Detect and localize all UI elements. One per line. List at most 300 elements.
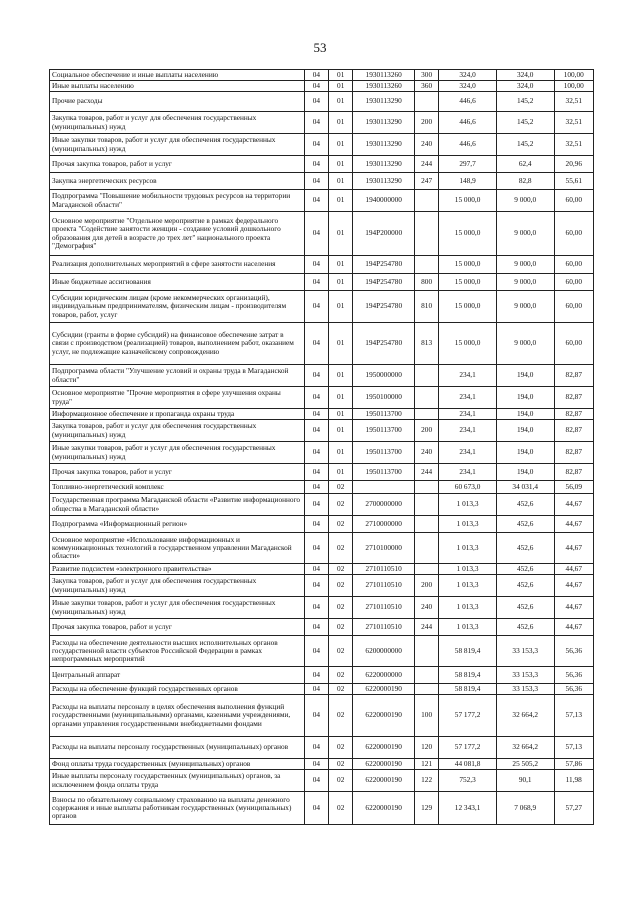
cell-vr: 240: [415, 597, 439, 619]
cell-fact: 34 031,4: [496, 481, 554, 494]
table-row: [50, 575, 594, 597]
cell-fact: 452,6: [496, 533, 554, 564]
cell-fact: 145,2: [496, 134, 554, 156]
cell-pr: 01: [329, 387, 353, 409]
cell-rz: 04: [304, 516, 328, 533]
cell-vr: 129: [415, 792, 439, 825]
cell-rz: 04: [304, 190, 328, 212]
cell-cs: 2710110510: [353, 564, 415, 575]
cell-fact: 33 153,3: [496, 667, 554, 684]
cell-pr: 02: [329, 481, 353, 494]
cell-rz: 04: [304, 81, 328, 92]
cell-pct: 82,87: [554, 387, 593, 409]
cell-rz: 04: [304, 256, 328, 274]
cell-cs: 2710110510: [353, 597, 415, 619]
cell-pct: 44,67: [554, 533, 593, 564]
table-row: [50, 494, 594, 516]
cell-vr: 200: [415, 420, 439, 442]
cell-fact: 324,0: [496, 81, 554, 92]
cell-plan: 58 819,4: [439, 684, 497, 695]
cell-pct: 57,13: [554, 695, 593, 737]
cell-pr: 01: [329, 323, 353, 365]
cell-plan: 234,1: [439, 365, 497, 387]
cell-vr: [415, 494, 439, 516]
cell-cs: 1930113290: [353, 134, 415, 156]
cell-fact: 9 000,0: [496, 291, 554, 323]
cell-fact: 25 505,2: [496, 759, 554, 770]
table-row: [50, 695, 594, 737]
cell-vr: 121: [415, 759, 439, 770]
cell-plan: 57 177,2: [439, 737, 497, 759]
cell-fact: 452,6: [496, 575, 554, 597]
cell-pr: 01: [329, 190, 353, 212]
cell-plan: 1 013,3: [439, 516, 497, 533]
cell-name: Прочие расходы: [50, 92, 305, 112]
table-row: [50, 323, 594, 365]
cell-vr: 244: [415, 156, 439, 173]
cell-rz: 04: [304, 737, 328, 759]
cell-fact: 9 000,0: [496, 323, 554, 365]
cell-pr: 02: [329, 516, 353, 533]
table-row: [50, 516, 594, 533]
cell-rz: 04: [304, 533, 328, 564]
table-row: [50, 464, 594, 481]
cell-pct: 32,51: [554, 112, 593, 134]
cell-plan: 58 819,4: [439, 636, 497, 667]
cell-vr: [415, 516, 439, 533]
cell-fact: 33 153,3: [496, 636, 554, 667]
cell-plan: 234,1: [439, 442, 497, 464]
cell-name: Закупка товаров, работ и услуг для обеспечения государственных (муниципальных) нужд: [50, 112, 305, 134]
cell-name: Основное мероприятие "Отдельное мероприятие в рамках федерального проекта "Содействие занятости женщин - создание условий дошкольного образования для детей в возрасте до трех лет" национального проекта "Демография": [50, 212, 305, 256]
cell-cs: 2710110510: [353, 619, 415, 636]
cell-cs: 1930113290: [353, 112, 415, 134]
cell-plan: 15 000,0: [439, 323, 497, 365]
cell-plan: 57 177,2: [439, 695, 497, 737]
cell-cs: 1930113260: [353, 70, 415, 81]
cell-rz: 04: [304, 323, 328, 365]
cell-vr: 244: [415, 464, 439, 481]
cell-vr: 810: [415, 291, 439, 323]
cell-pr: 01: [329, 442, 353, 464]
cell-pr: 02: [329, 759, 353, 770]
cell-name: Топливно-энергетический комплекс: [50, 481, 305, 494]
cell-pr: 02: [329, 619, 353, 636]
cell-pr: 02: [329, 564, 353, 575]
table-row: [50, 792, 594, 825]
cell-vr: [415, 409, 439, 420]
cell-plan: 1 013,3: [439, 564, 497, 575]
cell-fact: 194,0: [496, 464, 554, 481]
table-row: [50, 619, 594, 636]
cell-plan: 148,9: [439, 173, 497, 190]
table-row: [50, 684, 594, 695]
cell-vr: 813: [415, 323, 439, 365]
cell-plan: 15 000,0: [439, 212, 497, 256]
cell-cs: 194P254780: [353, 274, 415, 291]
table-row: [50, 387, 594, 409]
cell-rz: 04: [304, 619, 328, 636]
cell-pct: 82,87: [554, 442, 593, 464]
cell-rz: 04: [304, 667, 328, 684]
cell-cs: 194P200000: [353, 212, 415, 256]
cell-name: Развитие подсистем «электронного правительства»: [50, 564, 305, 575]
cell-name: Расходы на обеспечение функций государственных органов: [50, 684, 305, 695]
cell-cs: 1930113260: [353, 81, 415, 92]
cell-fact: 452,6: [496, 516, 554, 533]
cell-rz: 04: [304, 792, 328, 825]
cell-pr: 01: [329, 81, 353, 92]
cell-plan: 1 013,3: [439, 533, 497, 564]
cell-fact: 90,1: [496, 770, 554, 792]
cell-pr: 01: [329, 134, 353, 156]
cell-name: Государственная программа Магаданской области «Развитие информационного общества в Магаданской области»: [50, 494, 305, 516]
table-row: [50, 134, 594, 156]
cell-rz: 04: [304, 420, 328, 442]
cell-cs: 6220000190: [353, 695, 415, 737]
cell-pct: 56,36: [554, 667, 593, 684]
cell-rz: 04: [304, 442, 328, 464]
cell-plan: 297,7: [439, 156, 497, 173]
cell-plan: 15 000,0: [439, 256, 497, 274]
cell-plan: 324,0: [439, 81, 497, 92]
cell-vr: [415, 667, 439, 684]
cell-pr: 01: [329, 112, 353, 134]
budget-table: [49, 69, 594, 825]
cell-vr: 240: [415, 442, 439, 464]
cell-plan: 234,1: [439, 464, 497, 481]
table-row: [50, 737, 594, 759]
cell-rz: 04: [304, 173, 328, 190]
table-row: [50, 759, 594, 770]
cell-vr: [415, 190, 439, 212]
cell-name: Иные закупки товаров, работ и услуг для обеспечения государственных (муниципальных) нужд: [50, 597, 305, 619]
cell-fact: 7 068,9: [496, 792, 554, 825]
cell-rz: 04: [304, 770, 328, 792]
cell-rz: 04: [304, 684, 328, 695]
cell-name: Центральный аппарат: [50, 667, 305, 684]
cell-plan: 324,0: [439, 70, 497, 81]
cell-plan: 12 343,1: [439, 792, 497, 825]
cell-vr: [415, 533, 439, 564]
cell-fact: 145,2: [496, 112, 554, 134]
cell-name: Прочая закупка товаров, работ и услуг: [50, 156, 305, 173]
cell-vr: 100: [415, 695, 439, 737]
page-number: 53: [313, 40, 327, 55]
table-row: [50, 636, 594, 667]
cell-name: Иные закупки товаров, работ и услуг для обеспечения государственных (муниципальных) нужд: [50, 134, 305, 156]
cell-fact: 9 000,0: [496, 256, 554, 274]
cell-plan: 446,6: [439, 112, 497, 134]
cell-fact: 194,0: [496, 442, 554, 464]
cell-fact: 452,6: [496, 619, 554, 636]
table-row: [50, 481, 594, 494]
cell-pr: 02: [329, 494, 353, 516]
cell-vr: [415, 387, 439, 409]
table-row: [50, 667, 594, 684]
cell-pr: 01: [329, 212, 353, 256]
cell-name: Расходы на обеспечение деятельности высших исполнительных органов государственной власти субъектов Российской Федерации в рамках непрограммных мероприятий: [50, 636, 305, 667]
cell-pr: 02: [329, 667, 353, 684]
cell-cs: 1950113700: [353, 409, 415, 420]
cell-pct: 44,67: [554, 564, 593, 575]
cell-vr: 200: [415, 112, 439, 134]
table-row: [50, 156, 594, 173]
cell-fact: 32 664,2: [496, 737, 554, 759]
cell-plan: 1 013,3: [439, 619, 497, 636]
cell-rz: 04: [304, 274, 328, 291]
cell-plan: 1 013,3: [439, 494, 497, 516]
cell-cs: 6220000000: [353, 667, 415, 684]
cell-plan: 1 013,3: [439, 597, 497, 619]
cell-pct: 32,51: [554, 92, 593, 112]
cell-cs: [353, 481, 415, 494]
table-body: [50, 70, 594, 825]
cell-plan: 1 013,3: [439, 575, 497, 597]
cell-rz: 04: [304, 212, 328, 256]
cell-pct: 82,87: [554, 464, 593, 481]
cell-cs: 194P254780: [353, 323, 415, 365]
cell-name: Информационное обеспечение и пропаганда охраны труда: [50, 409, 305, 420]
cell-vr: 240: [415, 134, 439, 156]
cell-cs: 6220000190: [353, 792, 415, 825]
cell-name: Прочая закупка товаров, работ и услуг: [50, 619, 305, 636]
cell-vr: [415, 92, 439, 112]
table-row: [50, 212, 594, 256]
table-row: [50, 92, 594, 112]
cell-plan: 446,6: [439, 92, 497, 112]
cell-fact: 194,0: [496, 365, 554, 387]
cell-vr: 120: [415, 737, 439, 759]
table-row: [50, 256, 594, 274]
cell-rz: 04: [304, 365, 328, 387]
cell-pct: 82,87: [554, 420, 593, 442]
cell-rz: 04: [304, 759, 328, 770]
cell-pr: 01: [329, 274, 353, 291]
cell-pr: 01: [329, 92, 353, 112]
cell-pr: 01: [329, 256, 353, 274]
cell-plan: 234,1: [439, 420, 497, 442]
cell-cs: 1930113290: [353, 156, 415, 173]
cell-rz: 04: [304, 597, 328, 619]
cell-rz: 04: [304, 695, 328, 737]
cell-pct: 60,00: [554, 256, 593, 274]
cell-plan: 15 000,0: [439, 190, 497, 212]
cell-pct: 82,87: [554, 409, 593, 420]
cell-pct: 60,00: [554, 323, 593, 365]
cell-pr: 02: [329, 737, 353, 759]
cell-fact: 194,0: [496, 387, 554, 409]
table-row: [50, 564, 594, 575]
cell-vr: 200: [415, 575, 439, 597]
cell-cs: 1950113700: [353, 420, 415, 442]
cell-pr: 02: [329, 597, 353, 619]
cell-rz: 04: [304, 387, 328, 409]
cell-rz: 04: [304, 481, 328, 494]
cell-cs: 2710110510: [353, 575, 415, 597]
cell-pct: 82,87: [554, 365, 593, 387]
cell-rz: 04: [304, 156, 328, 173]
cell-pr: 01: [329, 156, 353, 173]
cell-name: Основное мероприятие "Прочие мероприятия в сфере улучшения охраны труда": [50, 387, 305, 409]
cell-cs: 1930113290: [353, 173, 415, 190]
cell-name: Закупка товаров, работ и услуг для обеспечения государственных (муниципальных) нужд: [50, 420, 305, 442]
cell-pct: 60,00: [554, 212, 593, 256]
cell-cs: 6220000190: [353, 737, 415, 759]
cell-vr: [415, 564, 439, 575]
cell-pct: 60,00: [554, 274, 593, 291]
cell-pr: 02: [329, 792, 353, 825]
cell-fact: 194,0: [496, 409, 554, 420]
table-row: [50, 70, 594, 81]
cell-cs: 2710000000: [353, 516, 415, 533]
cell-name: Подпрограмма "Повышение мобильности трудовых ресурсов на территории Магаданской области": [50, 190, 305, 212]
cell-name: Прочая закупка товаров, работ и услуг: [50, 464, 305, 481]
cell-pct: 57,86: [554, 759, 593, 770]
cell-pr: 01: [329, 70, 353, 81]
table-row: [50, 770, 594, 792]
cell-rz: 04: [304, 636, 328, 667]
cell-cs: 194P254780: [353, 291, 415, 323]
cell-fact: 82,8: [496, 173, 554, 190]
cell-vr: 300: [415, 70, 439, 81]
cell-pr: 01: [329, 409, 353, 420]
cell-rz: 04: [304, 70, 328, 81]
cell-pr: 01: [329, 464, 353, 481]
cell-fact: 9 000,0: [496, 274, 554, 291]
table-row: [50, 597, 594, 619]
cell-pct: 60,00: [554, 291, 593, 323]
cell-pr: 02: [329, 636, 353, 667]
table-row: [50, 420, 594, 442]
cell-cs: 1930113290: [353, 92, 415, 112]
cell-name: Иные выплаты населению: [50, 81, 305, 92]
table-row: [50, 112, 594, 134]
cell-name: Закупка энергетических ресурсов: [50, 173, 305, 190]
cell-cs: 1950113700: [353, 464, 415, 481]
cell-name: Основное мероприятие «Использование информационных и коммуникационных технологий в государственном управлении Магаданской области»: [50, 533, 305, 564]
table-row: [50, 274, 594, 291]
cell-vr: 360: [415, 81, 439, 92]
table-row: [50, 291, 594, 323]
cell-plan: 752,3: [439, 770, 497, 792]
cell-name: Субсидии юридическим лицам (кроме некоммерческих организаций), индивидуальным предпринимателям, физическим лицам - производителям товаров, работ, услуг: [50, 291, 305, 323]
cell-pct: 44,67: [554, 494, 593, 516]
cell-pct: 100,00: [554, 81, 593, 92]
cell-rz: 04: [304, 291, 328, 323]
table-row: [50, 533, 594, 564]
cell-pct: 56,36: [554, 684, 593, 695]
cell-pct: 60,00: [554, 190, 593, 212]
cell-cs: 1950000000: [353, 365, 415, 387]
cell-cs: 2700000000: [353, 494, 415, 516]
cell-cs: 194P254780: [353, 256, 415, 274]
cell-name: Расходы на выплаты персоналу государственных (муниципальных) органов: [50, 737, 305, 759]
cell-pct: 20,96: [554, 156, 593, 173]
cell-rz: 04: [304, 564, 328, 575]
cell-fact: 145,2: [496, 92, 554, 112]
cell-plan: 234,1: [439, 387, 497, 409]
cell-fact: 324,0: [496, 70, 554, 81]
cell-fact: 452,6: [496, 597, 554, 619]
cell-vr: 800: [415, 274, 439, 291]
cell-plan: 446,6: [439, 134, 497, 156]
cell-name: Закупка товаров, работ и услуг для обеспечения государственных (муниципальных) нужд: [50, 575, 305, 597]
cell-fact: 32 664,2: [496, 695, 554, 737]
cell-pct: 56,09: [554, 481, 593, 494]
cell-pr: 01: [329, 173, 353, 190]
cell-rz: 04: [304, 92, 328, 112]
cell-pct: 56,36: [554, 636, 593, 667]
cell-pr: 01: [329, 291, 353, 323]
cell-pr: 01: [329, 365, 353, 387]
cell-name: Фонд оплаты труда государственных (муниципальных) органов: [50, 759, 305, 770]
cell-vr: [415, 636, 439, 667]
table-row: [50, 365, 594, 387]
table-row: [50, 81, 594, 92]
cell-pct: 44,67: [554, 597, 593, 619]
cell-vr: [415, 481, 439, 494]
cell-pct: 11,98: [554, 770, 593, 792]
cell-cs: 6220000190: [353, 759, 415, 770]
cell-pr: 02: [329, 770, 353, 792]
cell-pct: 57,13: [554, 737, 593, 759]
cell-cs: 6200000000: [353, 636, 415, 667]
cell-fact: 9 000,0: [496, 212, 554, 256]
cell-name: Расходы на выплаты персоналу в целях обеспечения выполнения функций государственными (муниципальными) органами, казенными учреждениями, органами управления государственными внебюджетными фондами: [50, 695, 305, 737]
cell-rz: 04: [304, 134, 328, 156]
cell-plan: 44 081,8: [439, 759, 497, 770]
cell-fact: 62,4: [496, 156, 554, 173]
cell-vr: 122: [415, 770, 439, 792]
cell-name: Взносы по обязательному социальному страхованию на выплаты денежного содержания и иные выплаты работникам государственных (муниципальных) органов: [50, 792, 305, 825]
cell-cs: 6220000190: [353, 770, 415, 792]
cell-pr: 02: [329, 533, 353, 564]
cell-cs: 2710100000: [353, 533, 415, 564]
cell-name: Субсидии (гранты в форме субсидий) на финансовое обеспечение затрат в связи с производством (реализацией) товаров, выполнением работ, оказанием услуг, не подлежащие казначейскому сопровождению: [50, 323, 305, 365]
cell-vr: [415, 365, 439, 387]
cell-cs: 1950113700: [353, 442, 415, 464]
cell-pct: 100,00: [554, 70, 593, 81]
cell-vr: 244: [415, 619, 439, 636]
cell-name: Реализация дополнительных мероприятий в сфере занятости населения: [50, 256, 305, 274]
cell-vr: [415, 684, 439, 695]
cell-rz: 04: [304, 494, 328, 516]
cell-name: Подпрограмма области "Улучшение условий и охраны труда в Магаданской области": [50, 365, 305, 387]
cell-pr: 02: [329, 695, 353, 737]
cell-cs: 1950100000: [353, 387, 415, 409]
cell-name: Иные бюджетные ассигнования: [50, 274, 305, 291]
table-row: [50, 190, 594, 212]
cell-plan: 234,1: [439, 409, 497, 420]
cell-name: Иные выплаты персоналу государственных (муниципальных) органов, за исключением фонда оплаты труда: [50, 770, 305, 792]
cell-rz: 04: [304, 464, 328, 481]
cell-fact: 452,6: [496, 564, 554, 575]
cell-pr: 01: [329, 420, 353, 442]
cell-fact: 452,6: [496, 494, 554, 516]
cell-pr: 02: [329, 684, 353, 695]
cell-cs: 1940000000: [353, 190, 415, 212]
table-row: [50, 442, 594, 464]
cell-name: Подпрограмма «Информационный регион»: [50, 516, 305, 533]
table-row: [50, 173, 594, 190]
cell-pct: 44,67: [554, 575, 593, 597]
cell-pct: 32,51: [554, 134, 593, 156]
cell-name: Социальное обеспечение и иные выплаты населению: [50, 70, 305, 81]
cell-rz: 04: [304, 575, 328, 597]
cell-pct: 55,61: [554, 173, 593, 190]
cell-plan: 58 819,4: [439, 667, 497, 684]
